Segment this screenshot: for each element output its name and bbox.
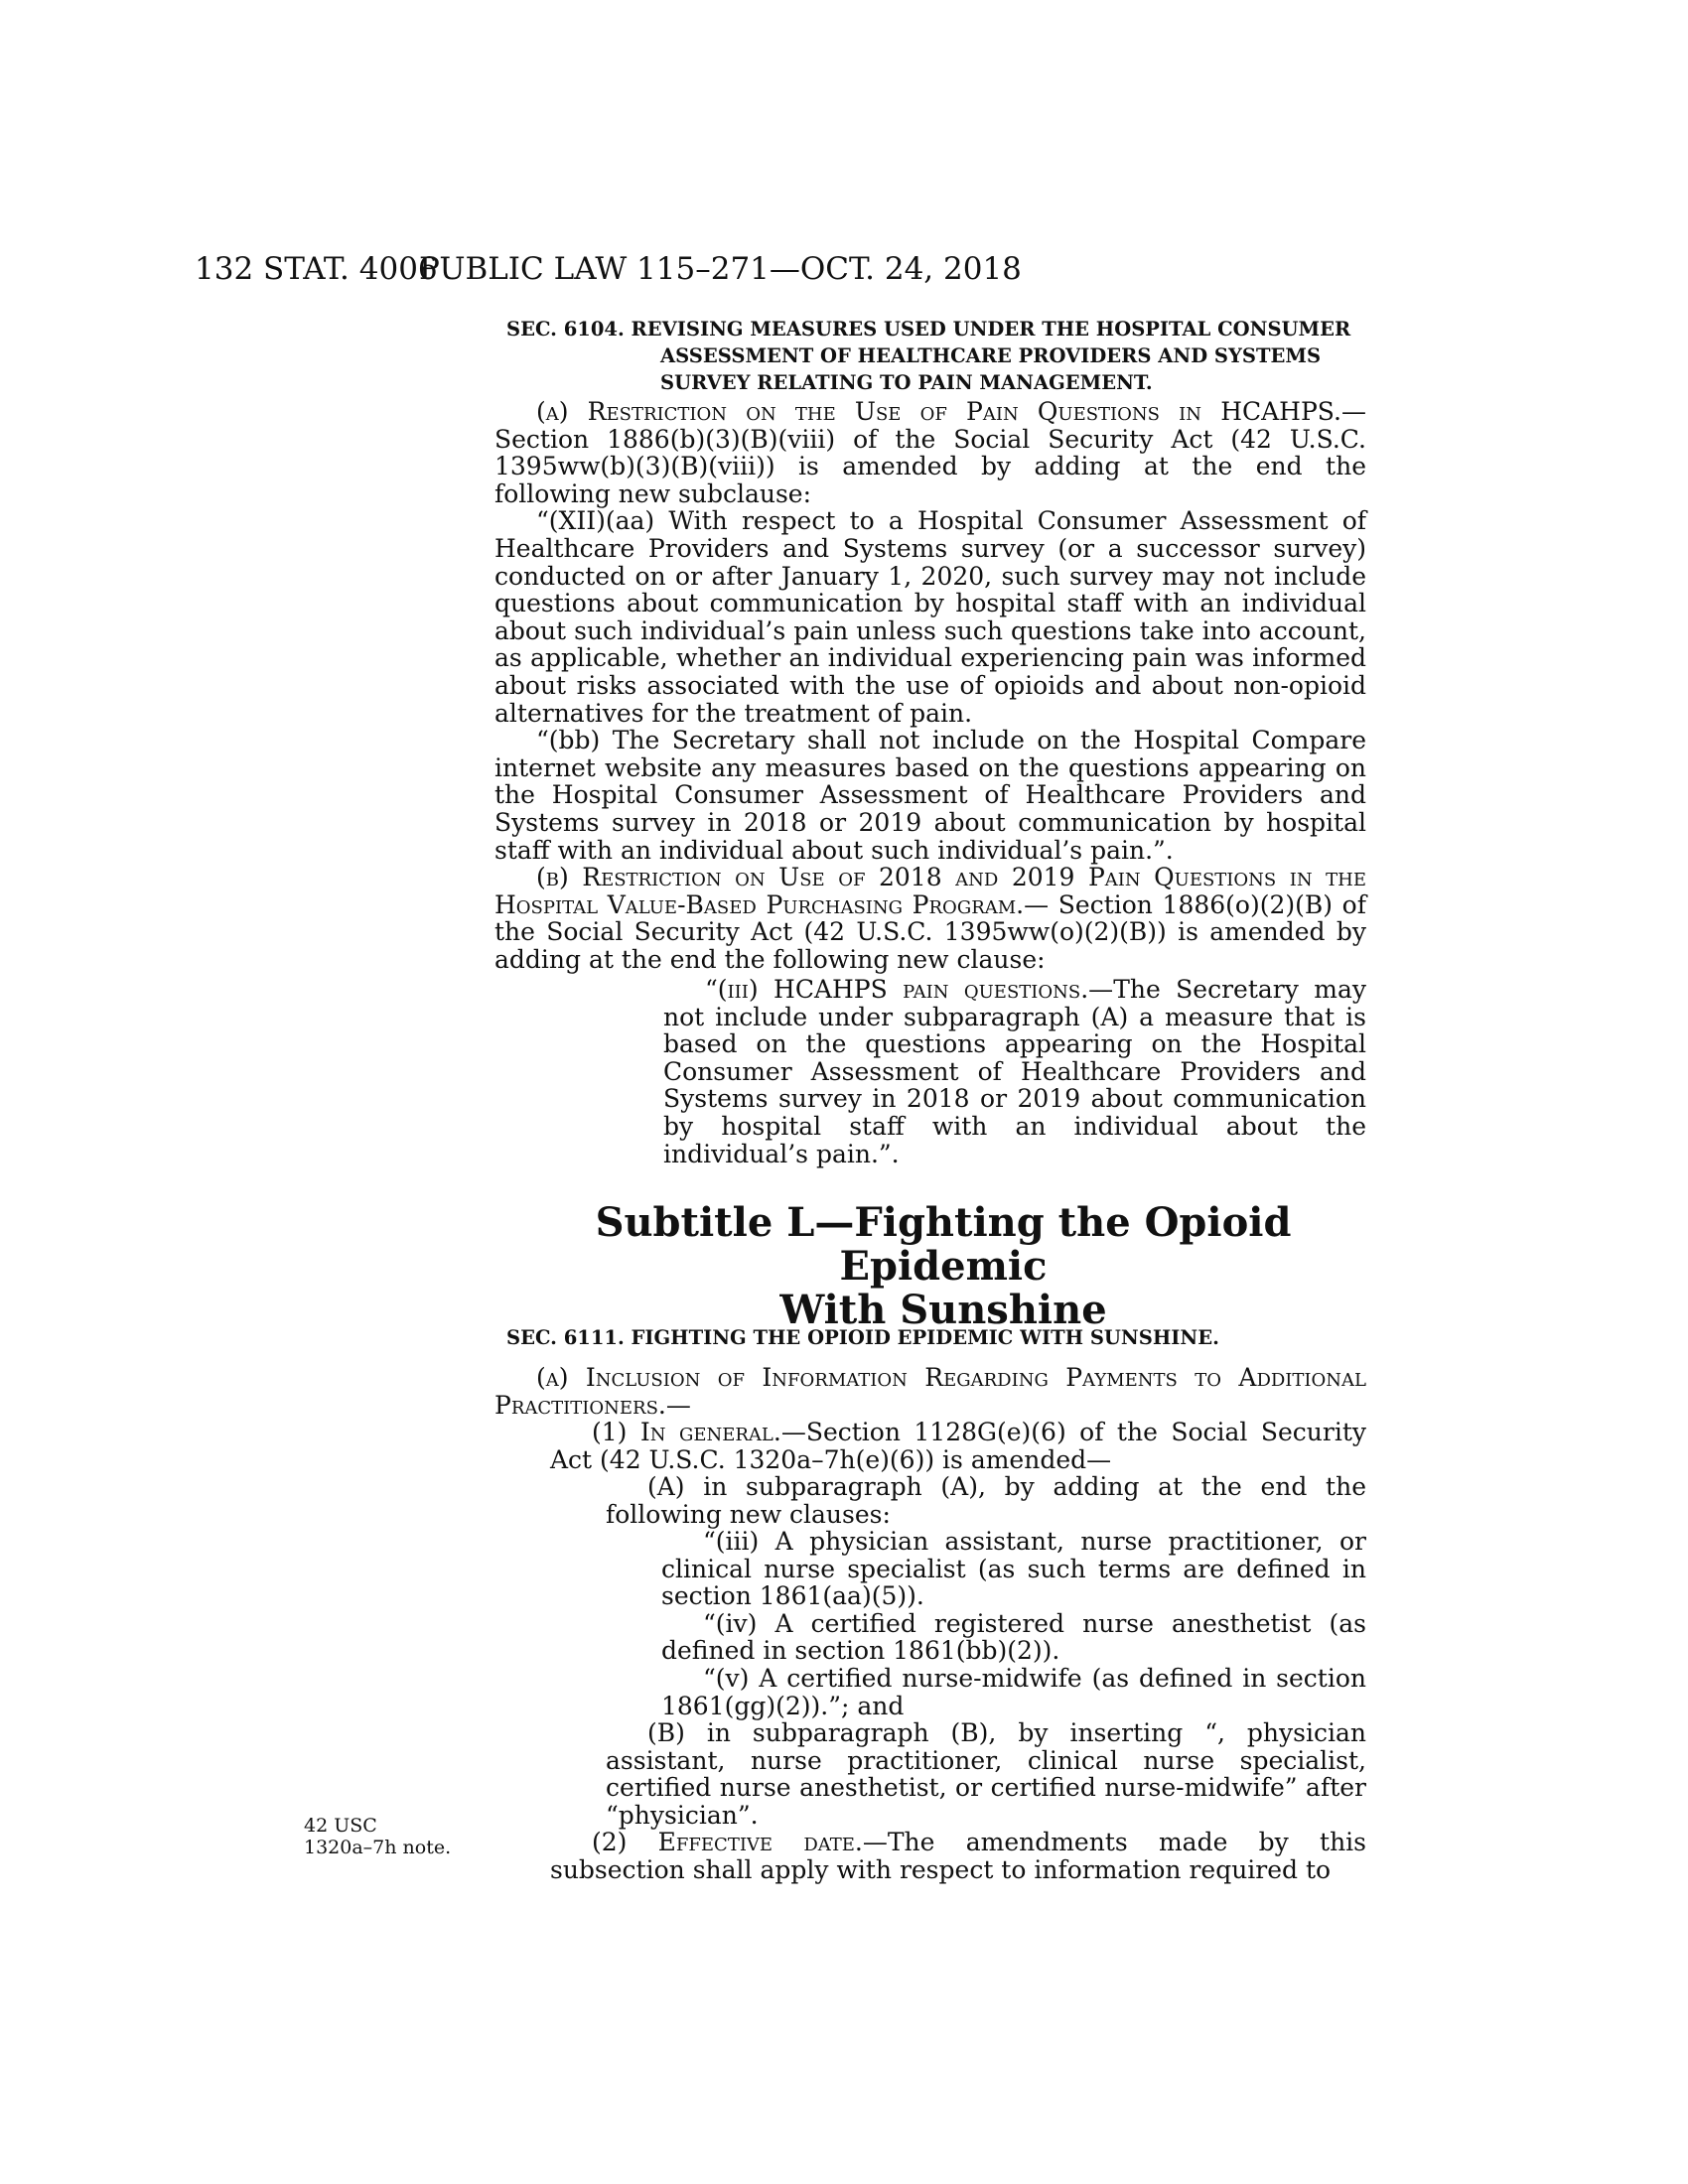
sec-6111-B-paragraph: (B) in subparagraph (B), by inserting “, physician assistant, nurse practitioner, clinical nurse specialist, certified nurse anesthetist, or certified nurse-midwife” after “physician”. bbox=[606, 1718, 1366, 1830]
sec-6111-p1-text: Section 1128G(e)(6) of the Social Security Act (42 U.S.C. 1320a–7h(e)(6)) is amended— bbox=[550, 1418, 1367, 1474]
sec-6111-a-block bbox=[494, 1364, 1366, 1419]
sec-6111-A-block bbox=[606, 1473, 1366, 1528]
public-law-citation: PUBLIC LAW 115–271—OCT. 24, 2018 bbox=[419, 251, 1022, 287]
sec-6111-p2-block bbox=[550, 1829, 1366, 1883]
clause-iii-caption: “(iii) HCAHPS pain questions.— bbox=[705, 975, 1114, 1004]
sec-6111-p2-paragraph bbox=[550, 1829, 1366, 1883]
sec-6104-b-caption: (b) Restriction on Use of 2018 and 2019 Pain Questions in the Hospital Value-Based Purchasing Program.— bbox=[494, 863, 1366, 919]
clause-iii-block bbox=[663, 976, 1366, 1167]
sec-6104-b-text: Section 1886(o)(2)(B) of the Social Security Act (42 U.S.C. 1395ww(o)(2)(B)) is amended by adding at the end the following new clause: bbox=[494, 889, 1366, 974]
subtitle-line-2: With Sunshine bbox=[779, 1287, 1107, 1333]
new-clause-iii: “(iii) A physician assistant, nurse practitioner, or clinical nurse specialist (as such terms are defined in section 1861(aa)(5)). bbox=[661, 1527, 1366, 1611]
margin-note-line-1: 42 USC bbox=[304, 1815, 377, 1837]
margin-note bbox=[304, 1815, 483, 1858]
clause-iii-text: The Secretary may not include under subparagraph (A) a measure that is based on the questions appearing on the Hospital Consumer Assessment of Healthcare Providers and Systems survey in 2018 or 2019 about communication by hospital staff with an individual about the individual’s pain.”. bbox=[663, 975, 1366, 1168]
new-clause-iv: “(iv) A certified registered nurse anesthetist (as defined in section 1861(bb)(2)). bbox=[661, 1608, 1366, 1666]
subclause-xii-aa: “(XII)(aa) With respect to a Hospital Consumer Assessment of Healthcare Providers and Systems survey (or a successor survey) conducted on or after January 1, 2020, such survey may not include questions about communication by hospital staff with an individual about such individual’s pain unless such questions take into account, as applicable, whether an individual experiencing pain was informed about risks associated with the use of opioids and about non-opioid alternatives for the treatment of pain. bbox=[494, 506, 1366, 728]
subclause-bb: “(bb) The Secretary shall not include on the Hospital Compare internet website any measures based on the questions appearing on the Hospital Consumer Assessment of Healthcare Providers and Systems survey in 2018 or 2019 about communication by hospital staff with an individual about such individual’s pain.”. bbox=[494, 726, 1366, 865]
sec-6111-p1-block bbox=[550, 1419, 1366, 1473]
sec-6111-p1-caption: (1) In general.— bbox=[592, 1418, 806, 1446]
subtitle-line-1: Subtitle L—Fighting the Opioid Epidemic bbox=[595, 1199, 1292, 1290]
sec-6104-b-paragraph bbox=[494, 864, 1366, 973]
sec-6111-p1-paragraph bbox=[550, 1419, 1366, 1473]
sec-6104-a-paragraph bbox=[494, 398, 1366, 507]
sec-6111-a-caption-text: (a) Inclusion of Information Regarding Payments to Additional Practitioners.— bbox=[494, 1363, 1366, 1420]
margin-note-line-2: 1320a–7h note. bbox=[304, 1837, 452, 1858]
sec-6104-a-text: Section 1886(b)(3)(B)(viii) of the Social Security Act (42 U.S.C. 1395ww(b)(3)(B)(viii)) is amended by adding at the end the following new subclause: bbox=[494, 424, 1366, 508]
sec-6111-B-block bbox=[606, 1719, 1366, 1829]
page-header bbox=[195, 247, 1188, 291]
sec-6111-A-paragraph: (A) in subparagraph (A), by adding at the end the following new clauses: bbox=[606, 1472, 1366, 1529]
new-clause-v: “(v) A certified nurse-midwife (as defined in section 1861(gg)(2)).”; and bbox=[661, 1663, 1366, 1720]
statute-page-number: 132 STAT. 4006 bbox=[195, 251, 438, 287]
sec-6104-body bbox=[494, 398, 1366, 973]
sec-6104-heading: SEC. 6104. REVISING MEASURES USED UNDER THE HOSPITAL CONSUMER ASSESSMENT OF HEALTHCARE PROVIDERS AND SYSTEMS SURVEY RELATING TO PAIN MANAGEMENT. bbox=[506, 318, 1351, 394]
sec-6111-a-caption bbox=[494, 1364, 1366, 1419]
sec-6111-p2-text: The amendments made by this subsection shall apply with respect to information required to bbox=[550, 1828, 1366, 1884]
sec-6111-heading: SEC. 6111. FIGHTING THE OPIOID EPIDEMIC WITH SUNSHINE. bbox=[506, 1326, 1219, 1349]
sec-6104-a-caption: (a) Restriction on the Use of Pain Questions in HCAHPS.— bbox=[536, 397, 1366, 426]
sec-6111-p2-caption: (2) Effective date.— bbox=[592, 1828, 888, 1856]
subtitle-heading bbox=[492, 1201, 1395, 1332]
clause-iii-paragraph bbox=[663, 976, 1366, 1167]
new-clauses-block bbox=[661, 1528, 1366, 1719]
